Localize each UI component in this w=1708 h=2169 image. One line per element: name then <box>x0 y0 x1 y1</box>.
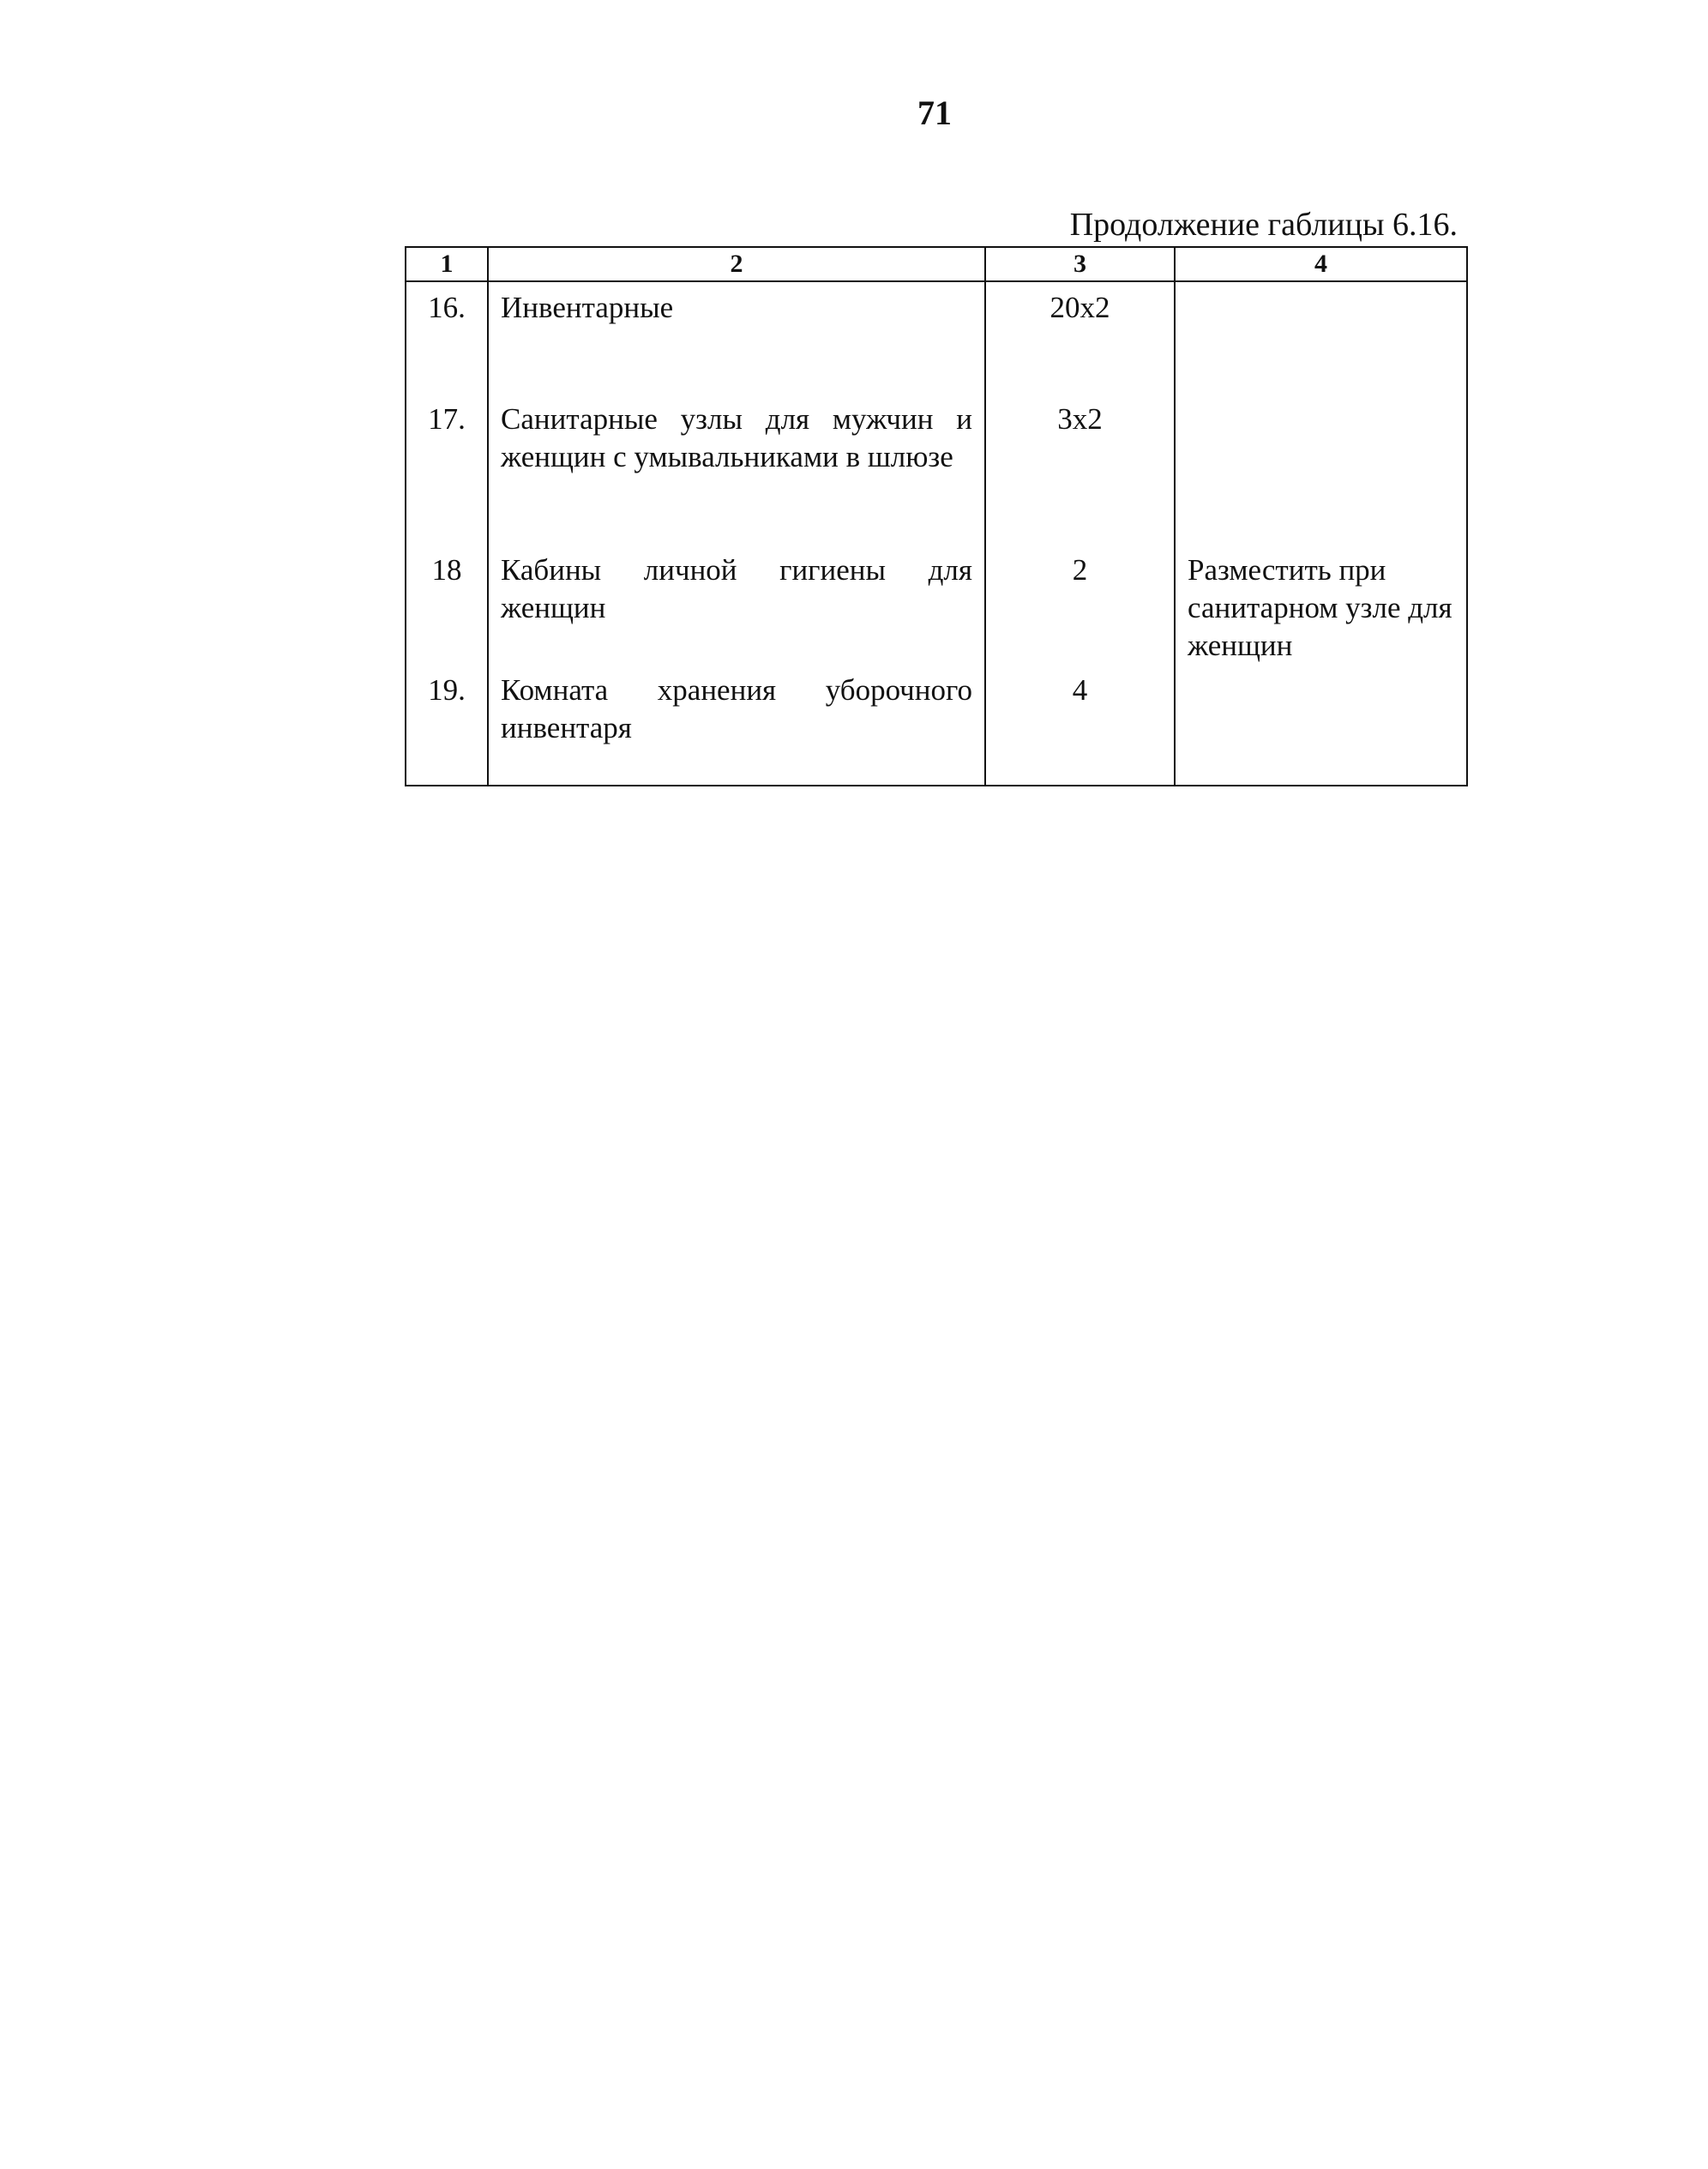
row-note-cell <box>1175 545 1467 665</box>
table-continuation-label: Продолжение габлицы 6.16. <box>1069 207 1458 243</box>
row-number-cell <box>406 394 488 545</box>
requirements-table <box>405 246 1468 786</box>
page-number: 71 <box>917 93 952 132</box>
row-quantity-cell <box>985 281 1175 394</box>
row-number: 16. <box>428 291 466 324</box>
table-row <box>406 281 1467 394</box>
row-quantity-cell <box>985 394 1175 545</box>
row-name-cell <box>488 281 985 394</box>
row-number-cell <box>406 665 488 786</box>
row-name: Кабины личной гигиены для женщин <box>501 553 972 624</box>
row-quantity: 3х2 <box>1057 402 1103 436</box>
row-note-cell <box>1175 281 1467 394</box>
row-number-cell <box>406 281 488 394</box>
row-name-cell <box>488 394 985 545</box>
table-row <box>406 665 1467 786</box>
row-number: 19. <box>428 673 466 707</box>
row-number-cell <box>406 545 488 665</box>
column-header-1: 1 <box>406 247 488 281</box>
table-row <box>406 394 1467 545</box>
row-note: Разместить при санитарном узле для женщин <box>1188 553 1452 662</box>
row-quantity-cell <box>985 545 1175 665</box>
row-note-cell <box>1175 665 1467 786</box>
row-note <box>1188 665 1454 672</box>
column-header-4: 4 <box>1175 247 1467 281</box>
row-quantity: 20х2 <box>1049 291 1110 324</box>
row-name: Санитарные узлы для мужчин и женщин с умывальниками в шлюзе <box>501 402 972 473</box>
table-row <box>406 545 1467 665</box>
row-name-cell <box>488 665 985 786</box>
row-name: Инвентарные <box>501 291 674 324</box>
row-quantity-cell <box>985 665 1175 786</box>
row-note <box>1188 282 1454 289</box>
row-name-cell <box>488 545 985 665</box>
row-note-cell <box>1175 394 1467 545</box>
row-number: 17. <box>428 402 466 436</box>
row-quantity: 4 <box>1072 673 1088 707</box>
row-quantity: 2 <box>1072 553 1088 587</box>
row-note <box>1188 394 1454 401</box>
column-header-3: 3 <box>985 247 1175 281</box>
column-header-2: 2 <box>488 247 985 281</box>
row-number: 18 <box>431 553 462 587</box>
table-header-row <box>406 247 1467 281</box>
row-name: Комната хранения уборочного инвентаря <box>501 673 972 744</box>
